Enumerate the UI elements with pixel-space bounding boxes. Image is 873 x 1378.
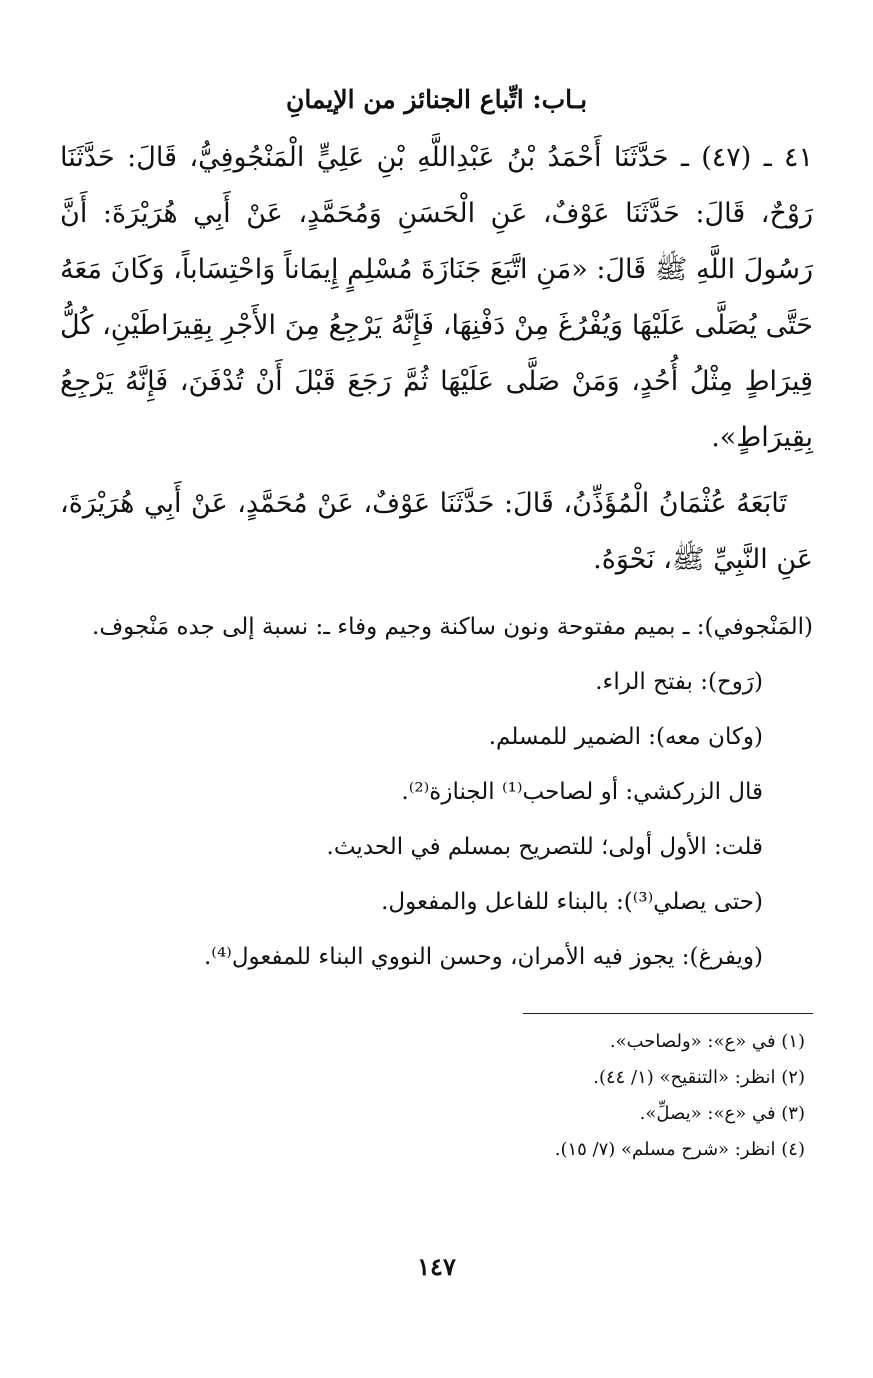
commentary: [60, 600, 813, 985]
commentary-line: قال الزركشي: أو لصاحب⁽¹⁾ الجنازة⁽²⁾.: [401, 779, 763, 805]
page-number: ١٤٧: [417, 1252, 456, 1281]
commentary-line: قلت: الأول أولى؛ للتصريح بمسلم في الحديث.: [326, 834, 763, 860]
footnote: (٣) في «ع»: «يصلِّ».: [639, 1103, 805, 1124]
footnote: (٢) انظر: «التنقيح» (١/ ٤٤).: [593, 1067, 805, 1088]
footnote: (٤) انظر: «شرح مسلم» (٧/ ١٥).: [554, 1139, 805, 1160]
footnote-divider: [523, 1013, 813, 1014]
commentary-line: (ويفرغ): يجوز فيه الأمران، وحسن النووي البناء للمفعول⁽⁴⁾.: [203, 944, 763, 970]
hadith-follow-up: تَابَعَهُ عُثْمَانُ الْمُؤَذِّنُ، قَالَ: حَدَّثَنَا عَوْفٌ، عَنْ مُحَمَّدٍ، عَنْ أَبِي هُرَيْرَةَ، عَنِ النَّبِيِّ ﷺ، نَحْوَهُ.: [60, 488, 813, 575]
commentary-line: (وكان معه): الضمير للمسلم.: [488, 724, 763, 750]
commentary-line: (رَوح): بفتح الراء.: [595, 669, 763, 695]
footnote: (١) في «ع»: «ولصاحب».: [609, 1031, 805, 1052]
hadith-text: ٤١ ـ (٤٧) ـ حَدَّثَنَا أَحْمَدُ بْنُ عَبْدِاللَّهِ بْنِ عَلِيٍّ الْمَنْجُوفِيُّ، قَالَ: حَدَّثَنَا رَوْحٌ، قَالَ: حَدَّثَنَا عَوْفٌ، عَنِ الْحَسَنِ وَمُحَمَّدٍ، عَنْ أَبِي هُرَيْرَةَ: أَنَّ رَسُولَ اللَّهِ ﷺ قَالَ: «مَنِ اتَّبَعَ جَنَازَةَ مُسْلِمٍ إِيمَاناً وَاحْتِسَاباً، وَكَانَ مَعَهُ حَتَّى يُصَلَّى عَلَيْهَا وَيُفْرُغَ مِنْ دَفْنِهَا، فَإِنَّهُ يَرْجِعُ مِنَ الأَجْرِ بِقِيرَاطَيْنِ، كُلُّ قِيرَاطٍ مِثْلُ أُحُدٍ، وَمَنْ صَلَّى عَلَيْهَا ثُمَّ رَجَعَ قَبْلَ أَنْ تُدْفَنَ، فَإِنَّهُ يَرْجِعُ بِقِيرَاطٍ».: [60, 142, 814, 453]
footnotes: [60, 1024, 813, 1168]
commentary-line: (حتى يصلي⁽³⁾): بالبناء للفاعل والمفعول.: [381, 889, 763, 915]
chapter-title: بـاب: اتِّباع الجنائز من الإيمانِ: [285, 85, 588, 114]
commentary-line: (المَنْجوفي): ـ بميم مفتوحة ونون ساكنة وجيم وفاء ـ: نسبة إلى جده مَنْجوف.: [92, 614, 813, 640]
